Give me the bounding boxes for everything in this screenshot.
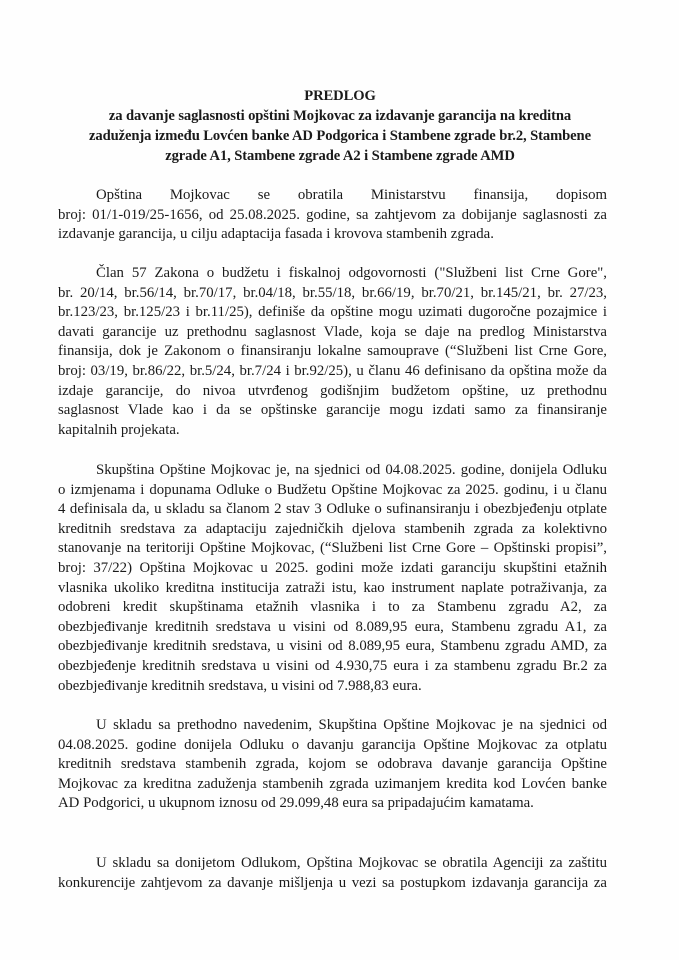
paragraph-line: Mojkovac za kreditna zaduženja stambenih zgrada uzimanjem kredita kod Lovćen banke (58, 775, 607, 792)
paragraph-line: stanovanje na teritoriji Opštine Mojkovac, (“Službeni list Crne Gore – Opštinski propisi”, (58, 540, 607, 557)
paragraph-line: obezbjeđivanje kreditnih sredstava, u visini od 7.988,83 eura. (58, 677, 422, 694)
paragraph-line: AD Podgorici, u ukupnom iznosu od 29.099,48 eura sa pripadajućim kamatama. (58, 795, 534, 812)
paragraph-line: kreditnih sredstava stambenih zgrada, kojom se odobrava davanje garancija Opštine (58, 756, 607, 773)
paragraph-line: kapitalnih projekata. (58, 421, 180, 438)
paragraph-line: odobreni kredit skupštinama etažnih vlasnika i to za Stambenu zgradu A2, za (58, 599, 607, 616)
paragraph-line: U skladu sa donijetom Odlukom, Opština Mojkovac se obratila Agenciji za zaštitu (96, 855, 607, 871)
paragraph-line: Skupština Opštine Mojkovac je, na sjednici od 04.08.2025. godine, donijela Odluku (96, 462, 607, 478)
paragraph-line: o izmjenama i dopunama Odluke o Budžetu Opštine Mojkovac za 2025. godinu, i u članu (58, 481, 607, 498)
paragraph-line: saglasnost Vlade kao i da se opštinske garancije mogu izdati samo za finansiranje (58, 402, 607, 419)
paragraph-line: br. 20/14, br.56/14, br.70/17, br.04/18, br.55/18, br.66/19, br.70/21, br.145/21, br. 27/23, (58, 284, 607, 301)
paragraph-line: U skladu sa prethodno navedenim, Skupština Opštine Mojkovac je na sjednici od (96, 717, 607, 733)
paragraph-legal-basis (58, 264, 607, 440)
document-subtitle-line: zgrade A1, Stambene zgrade A2 i Stambene zgrade AMD (165, 148, 515, 164)
document-subtitle-line: zaduženja između Lovćen banke AD Podgorica i Stambene zgrade br.2, Stambene (89, 128, 591, 144)
paragraph-line: Opština Mojkovac se obratila Ministarstvu finansija, dopisom (96, 187, 607, 203)
paragraph-line: davati garancije uz prethodnu saglasnost Vlade, koja se daje na predlog Ministarstva (58, 323, 607, 340)
paragraph-line: obezbjeđenje kreditnih sredstava u visini od 4.930,75 eura i za stambenu zgradu Br.2 za (58, 657, 607, 674)
paragraph-line: 4 definisala da, u skladu sa članom 2 stav 3 Odluke o sufinansiranju i obezbjeđenju otplate (58, 501, 607, 518)
paragraph-guarantee-decision (58, 716, 607, 814)
document-title: PREDLOG (304, 88, 376, 104)
paragraph-request (58, 186, 607, 245)
paragraph-line: broj: 37/22) Opština Mojkovac u 2025. godini može izdati garanciju skupštini etažnih (58, 559, 607, 576)
paragraph-line: br.123/23, br.125/23 i br.11/25), definiše da opštine mogu uzimati dugoročne pozajmice i (58, 304, 607, 321)
paragraph-line: kreditnih sredstava za adaptaciju zajedničkih djelova stambenih zgrada za kolektivno (58, 520, 607, 537)
paragraph-line: Član 57 Zakona o budžetu i fiskalnoj odgovornosti ("Službeni list Crne Gore", (96, 265, 607, 281)
document-subtitle-line: za davanje saglasnosti opštini Mojkovac za izdavanje garancija na kreditna (108, 108, 572, 124)
paragraph-competition-agency (58, 854, 607, 893)
document-heading (40, 86, 640, 166)
paragraph-line: obezbjeđivanje kreditnih sredstava, u visini od 8.089,95 eura, Stambenu zgradu AMD, za (58, 638, 607, 655)
paragraph-budget-decision (58, 461, 607, 696)
paragraph-line: izdaje garancije, do nivoa utvrđenog godišnjim budžetom opštine, uz prethodnu (58, 382, 607, 399)
paragraph-line: obezbjeđivanje kreditnih sredstava u visini od 8.089,95 eura, Stambenu zgradu A1, za (58, 618, 607, 635)
paragraph-line: finansija, dok je Zakonom o finansiranju lokalne samouprave (“Službeni list Crne Gore, (58, 343, 607, 360)
paragraph-line: broj: 03/19, br.86/22, br.5/24, br.7/24 i br.92/25), u članu 46 definisano da opština može da (58, 362, 607, 379)
paragraph-line: 04.08.2025. godine donijela Odluku o davanju garancija Opštine Mojkovac za otplatu (58, 736, 607, 753)
paragraph-line: vlasnika ukoliko kreditna institucija zatraži istu, kao instrument naplate potraživanja, za (58, 579, 607, 596)
paragraph-line: konkurencije zahtjevom za davanje mišljenja u vezi sa postupkom izdavanja garancija za (58, 874, 607, 891)
paragraph-line: izdavanje garancija, u cilju adaptacija fasada i krovova stambenih zgrada. (58, 226, 494, 243)
paragraph-line: broj: 01/1-019/25-1656, od 25.08.2025. godine, sa zahtjevom za dobijanje saglasnosti za (58, 206, 607, 223)
